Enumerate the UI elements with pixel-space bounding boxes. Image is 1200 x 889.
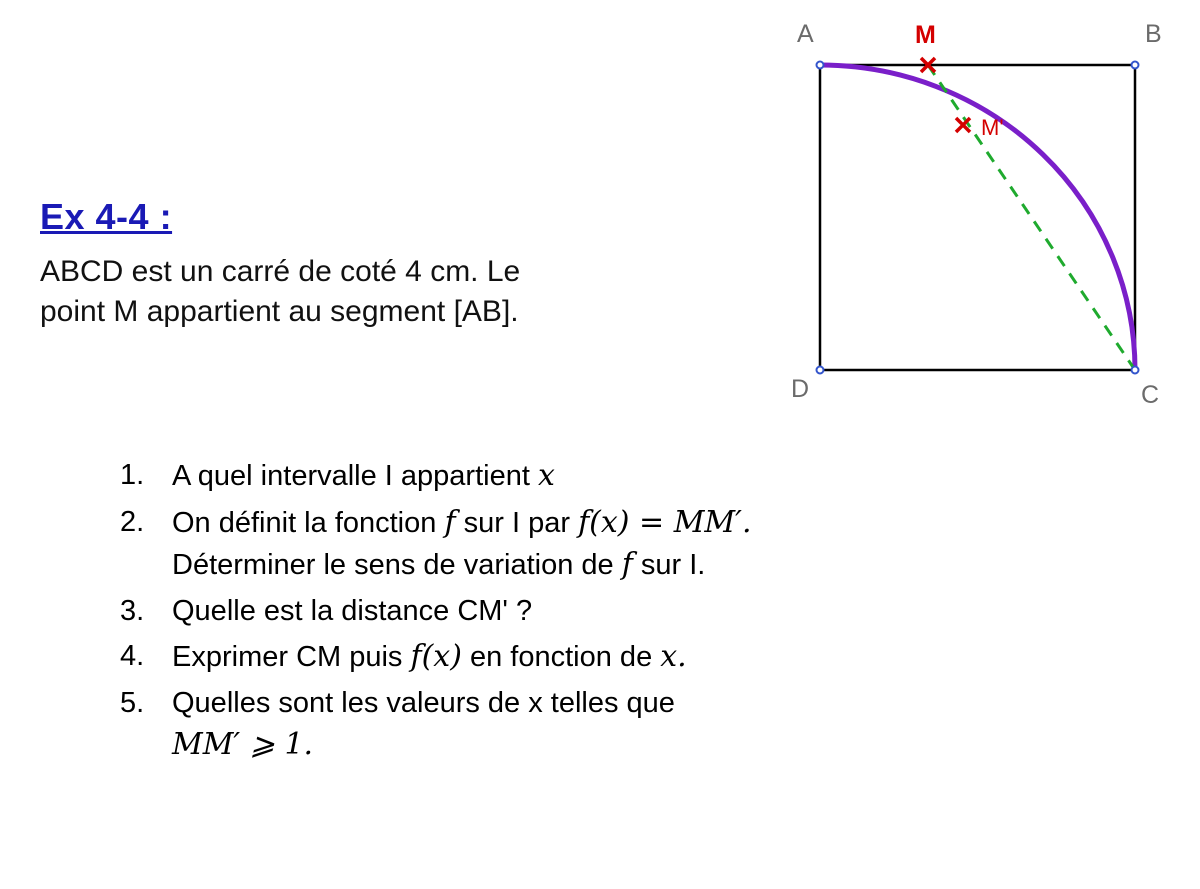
question-text bbox=[172, 683, 1000, 767]
question-number: 3. bbox=[120, 594, 145, 627]
math-expression: MM′ ⩾ 1. bbox=[172, 726, 314, 762]
math-expression: f bbox=[444, 504, 456, 540]
question-number: 4. bbox=[120, 639, 145, 672]
math-expression: f(x) bbox=[410, 638, 462, 674]
plain-text: On définit la fonction bbox=[172, 506, 445, 539]
segment-mc-dashed bbox=[928, 65, 1135, 370]
plain-text: Exprimer CM puis bbox=[172, 640, 411, 673]
question-line bbox=[172, 544, 1000, 587]
question-line bbox=[172, 636, 1000, 679]
plain-text: sur I. bbox=[632, 549, 706, 582]
label-b: B bbox=[1145, 20, 1162, 48]
question-number: 1. bbox=[120, 459, 145, 491]
question-line bbox=[172, 502, 1000, 545]
exercise-title: Ex 4-4 : bbox=[40, 196, 173, 237]
math-expression: x bbox=[537, 458, 555, 493]
question-text bbox=[172, 636, 1000, 679]
math-expression: f(x) = MM′. bbox=[578, 504, 752, 540]
math-expression: f bbox=[621, 547, 633, 583]
question-line bbox=[172, 591, 1000, 632]
label-m-prime: M' bbox=[981, 115, 1004, 140]
label-m: M bbox=[915, 21, 936, 49]
exercise-statement bbox=[40, 252, 600, 331]
question-item bbox=[120, 636, 1000, 679]
plain-text: Quelles sont les valeurs de x telles que bbox=[172, 686, 675, 719]
exercise-intro bbox=[40, 196, 600, 331]
plain-text: sur I par bbox=[455, 506, 579, 539]
vertex-c-dot bbox=[1132, 367, 1139, 374]
question-number: 5. bbox=[120, 686, 145, 719]
vertex-d-dot bbox=[817, 367, 824, 374]
label-c: C bbox=[1141, 381, 1160, 409]
plain-text: Quelle est la distance CM' ? bbox=[172, 594, 533, 627]
questions-list bbox=[120, 455, 1000, 770]
question-text bbox=[172, 591, 1000, 632]
plain-text: en fonction de bbox=[461, 640, 661, 673]
question-text bbox=[172, 455, 1000, 498]
question-item bbox=[120, 502, 1000, 587]
question-line bbox=[172, 455, 1000, 498]
plain-text: A quel intervalle I appartient bbox=[172, 460, 538, 492]
math-expression: x. bbox=[660, 638, 687, 674]
square-abcd bbox=[820, 65, 1135, 370]
plain-text: Déterminer le sens de variation de bbox=[172, 549, 622, 582]
question-item bbox=[120, 591, 1000, 632]
question-number: 2. bbox=[120, 505, 145, 538]
label-d: D bbox=[791, 375, 810, 403]
statement-line-1: ABCD est un carré de coté 4 cm. Le bbox=[40, 255, 521, 288]
geometry-figure bbox=[760, 10, 1180, 420]
label-a: A bbox=[797, 20, 814, 48]
statement-line-2: point M appartient au segment [AB]. bbox=[40, 294, 519, 328]
question-item bbox=[120, 683, 1000, 767]
arc-quarter-circle bbox=[820, 65, 1135, 370]
question-item bbox=[120, 455, 1000, 498]
question-text bbox=[172, 502, 1000, 587]
question-line bbox=[172, 724, 1000, 767]
question-line bbox=[172, 683, 1000, 724]
vertex-a-dot bbox=[817, 62, 824, 69]
vertex-b-dot bbox=[1132, 62, 1139, 69]
